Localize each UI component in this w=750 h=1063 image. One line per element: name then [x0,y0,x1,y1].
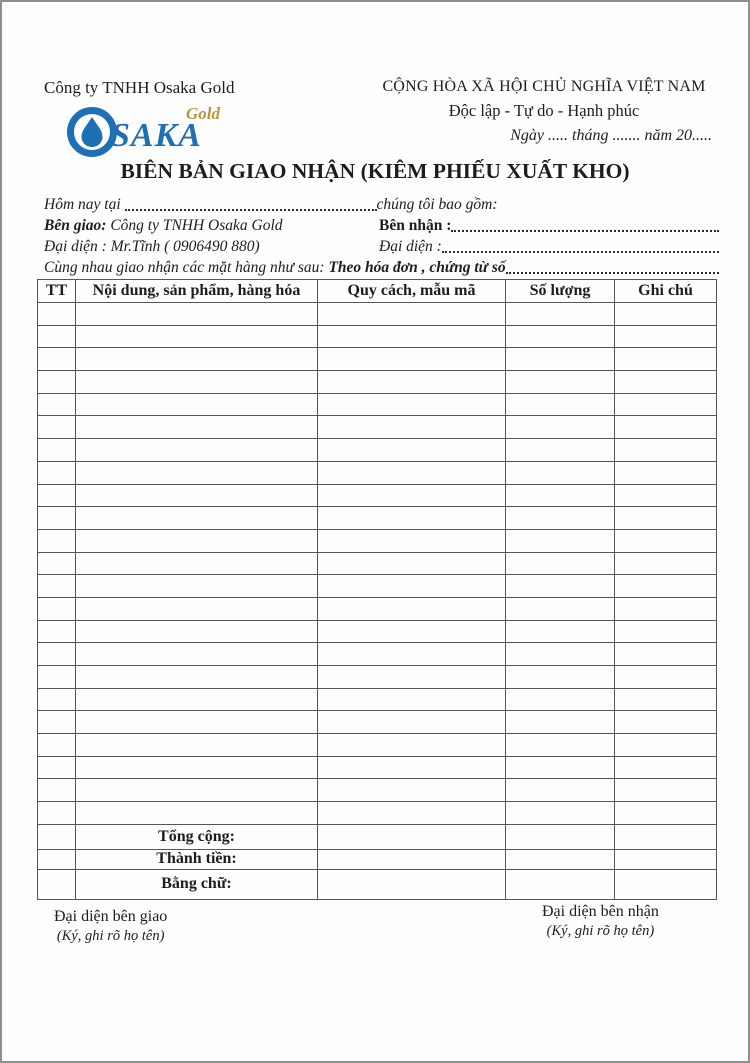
table-cell [615,303,717,326]
table-cell [76,552,318,575]
table-cell [38,734,76,757]
table-header-cell: Nội dung, sản phẩm, hàng hóa [76,280,318,303]
dotted-leader [442,251,719,253]
table-cell [318,371,506,394]
table-cell [38,779,76,802]
table-row [38,461,717,484]
intro-line-today [44,193,719,214]
table-cell [506,348,615,371]
table-cell [318,484,506,507]
table-cell [615,393,717,416]
table-cell [318,869,506,899]
table-cell [38,666,76,689]
table-row [38,371,717,394]
table-cell [615,439,717,462]
table-cell [38,597,76,620]
table-cell [506,734,615,757]
table-cell [76,666,318,689]
table-cell [615,779,717,802]
table-cell [38,439,76,462]
table-cell [506,552,615,575]
table-cell [76,461,318,484]
table-cell [506,529,615,552]
table-cell [318,575,506,598]
receiver-rep-cell [379,238,719,256]
table-cell [615,575,717,598]
table-cell [38,869,76,899]
table-cell [76,802,318,825]
table-cell [506,507,615,530]
table-cell [615,802,717,825]
table-cell [318,756,506,779]
table-cell [506,325,615,348]
table-cell [76,325,318,348]
table-header-cell: TT [38,280,76,303]
table-cell [318,325,506,348]
summary-label: Bằng chữ: [76,869,318,899]
table-row [38,734,717,757]
table-cell [506,802,615,825]
table-cell [76,393,318,416]
table-cell [615,597,717,620]
giver-cell [44,217,379,235]
table-cell [615,734,717,757]
table-cell [318,824,506,849]
table-cell [318,666,506,689]
table-cell [506,461,615,484]
table-cell [76,371,318,394]
table-cell [506,643,615,666]
table-cell [506,849,615,869]
today-prefix: Hôm nay tại [44,196,125,213]
table-cell [318,393,506,416]
table-cell [506,711,615,734]
table-cell [318,597,506,620]
table-cell [615,507,717,530]
table-cell [38,348,76,371]
giver-rep-cell [44,238,379,256]
table-cell [38,507,76,530]
table-header-cell: Quy cách, mẫu mã [318,280,506,303]
table-cell [615,824,717,849]
table-cell [615,529,717,552]
table-cell [506,303,615,326]
dotted-leader [506,272,719,274]
table-cell [38,552,76,575]
table-cell [506,439,615,462]
osaka-gold-logo [66,104,256,164]
table-cell [506,824,615,849]
goods-table [37,279,717,900]
table-cell [506,688,615,711]
national-header: CỘNG HÒA XÃ HỘI CHỦ NGHĨA VIỆT NAM [382,78,706,95]
table-cell [76,597,318,620]
table-cell [76,643,318,666]
table-cell [76,620,318,643]
table-row [38,666,717,689]
table-cell [318,802,506,825]
table-cell [615,643,717,666]
table-row [38,779,717,802]
table-cell [76,303,318,326]
table-row [38,711,717,734]
summary-label: Tổng cộng: [76,824,318,849]
table-cell [506,416,615,439]
table-row [38,303,717,326]
table-row [38,620,717,643]
intro-line-representatives [44,235,719,256]
table-cell [506,620,615,643]
giver-value: Công ty TNHH Osaka Gold [106,217,283,234]
goods-table-head [38,280,717,303]
dotted-leader [451,230,719,232]
table-cell [318,461,506,484]
logo-gold-text: Gold [186,104,220,123]
table-cell [38,756,76,779]
table-cell [506,597,615,620]
national-motto: Độc lập - Tự do - Hạnh phúc [448,101,640,120]
table-header-cell: Ghi chú [615,280,717,303]
table-cell [318,734,506,757]
table-cell [38,325,76,348]
table-cell [38,711,76,734]
goods-prefix: Cùng nhau giao nhận các mặt hàng như sau: [44,259,329,276]
summary-row [38,869,717,899]
table-row [38,802,717,825]
signature-block-receiver [542,903,659,940]
table-cell [318,711,506,734]
table-cell [615,620,717,643]
table-cell [615,552,717,575]
table-cell [76,575,318,598]
table-cell [318,552,506,575]
signature-receiver-note: (Ký, ghi rõ họ tên) [546,923,655,939]
signature-giver-title: Đại diện bên giao [54,908,168,925]
table-cell [318,348,506,371]
today-suffix: chúng tôi bao gồm: [376,196,498,213]
national-header-block [370,78,718,145]
table-cell [76,416,318,439]
document-title: BIÊN BẢN GIAO NHẬN (KIÊM PHIẾU XUẤT KHO) [120,159,630,183]
date-line: Ngày ..... tháng ....... năm 20..... [510,127,712,144]
table-row [38,643,717,666]
table-row [38,507,717,530]
giver-label: Bên giao: [44,217,107,234]
dotted-leader [125,209,377,211]
receiver-cell [379,217,719,235]
table-cell [76,734,318,757]
table-row [38,597,717,620]
table-cell [506,575,615,598]
table-cell [615,711,717,734]
table-cell [38,802,76,825]
table-row [38,529,717,552]
company-name: Công ty TNHH Osaka Gold [44,78,235,97]
table-cell [506,869,615,899]
table-cell [38,484,76,507]
table-cell [615,348,717,371]
table-cell [615,756,717,779]
table-cell [615,416,717,439]
table-row [38,484,717,507]
table-cell [38,461,76,484]
table-cell [615,666,717,689]
table-cell [506,484,615,507]
goods-bold: Theo hóa đơn , chứng từ số [328,259,506,276]
table-header-cell: Số lượng [506,280,615,303]
table-cell [76,688,318,711]
receiver-rep-label: Đại diện : [379,238,442,255]
summary-row [38,824,717,849]
table-cell [506,666,615,689]
table-cell [76,756,318,779]
goods-table-body [38,303,717,900]
table-cell [615,484,717,507]
table-cell [318,849,506,869]
intro-line-goods [44,256,719,277]
intro-section [44,193,719,277]
signature-block-giver [54,908,167,945]
receiver-label: Bên nhận : [379,217,452,234]
table-cell [38,371,76,394]
intro-line-parties [44,214,719,235]
table-cell [615,688,717,711]
table-row [38,552,717,575]
table-row [38,416,717,439]
table-cell [615,461,717,484]
table-cell [38,688,76,711]
summary-row [38,849,717,869]
table-cell [76,779,318,802]
table-row [38,575,717,598]
table-cell [38,824,76,849]
signature-receiver-title: Đại diện bên nhận [542,903,659,920]
table-cell [615,325,717,348]
table-cell [615,371,717,394]
table-row [38,688,717,711]
table-cell [318,620,506,643]
table-cell [38,416,76,439]
table-cell [76,529,318,552]
table-header-row [38,280,717,303]
table-cell [38,529,76,552]
table-row [38,348,717,371]
table-cell [318,779,506,802]
table-cell [38,620,76,643]
table-cell [318,643,506,666]
table-cell [76,711,318,734]
table-row [38,439,717,462]
table-cell [38,575,76,598]
table-cell [76,348,318,371]
table-cell [76,484,318,507]
table-cell [506,371,615,394]
table-cell [318,507,506,530]
table-cell [76,507,318,530]
table-cell [506,779,615,802]
table-row [38,756,717,779]
table-cell [318,439,506,462]
table-cell [506,393,615,416]
table-cell [38,303,76,326]
summary-label: Thành tiền: [76,849,318,869]
table-cell [38,393,76,416]
table-cell [38,643,76,666]
goods-table-wrapper [37,279,717,900]
table-cell [318,416,506,439]
table-cell [318,303,506,326]
logo-brand-text: SAKA [111,117,202,154]
table-row [38,393,717,416]
table-row [38,325,717,348]
signature-giver-note: (Ký, ghi rõ họ tên) [56,928,165,944]
table-cell [318,529,506,552]
table-cell [38,849,76,869]
giver-rep: Đại diện : Mr.Tĩnh ( 0906490 880) [44,238,260,255]
table-cell [615,849,717,869]
table-cell [76,439,318,462]
table-cell [506,756,615,779]
table-cell [615,869,717,899]
table-cell [318,688,506,711]
